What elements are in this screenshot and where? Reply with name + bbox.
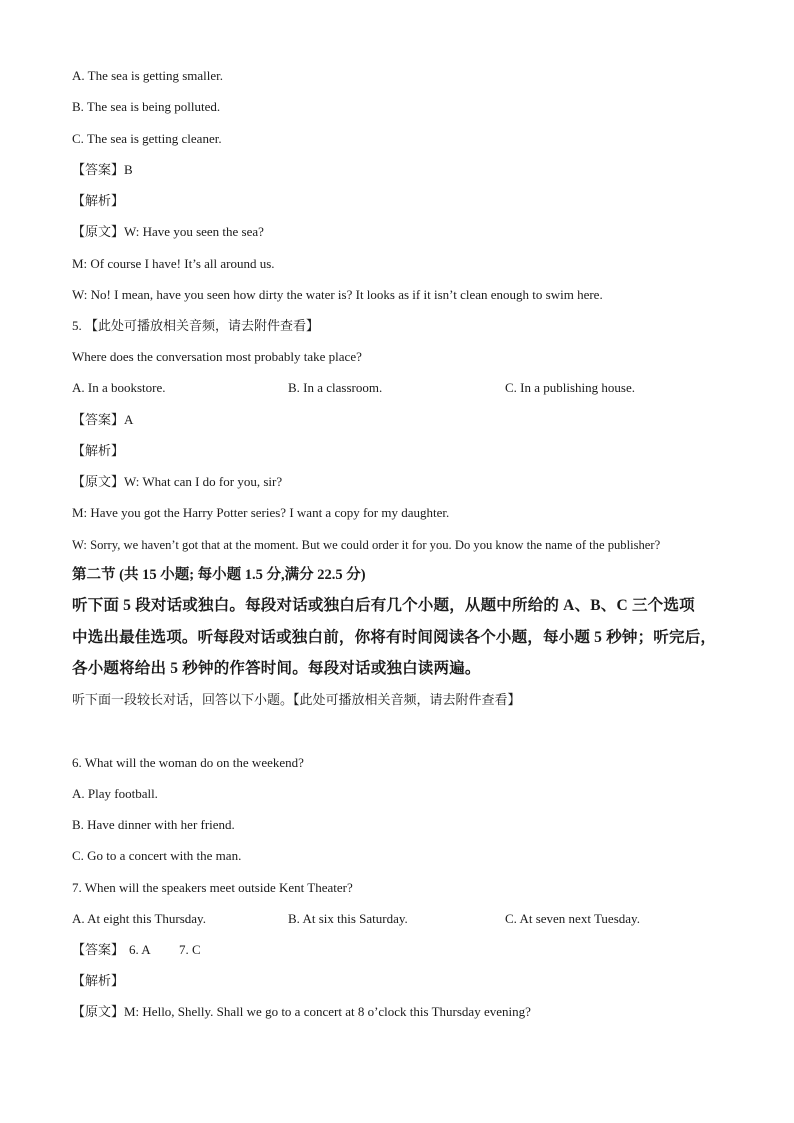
q4-transcript-line-3: W: No! I mean, have you seen how dirty the water is? It looks as if it isn’t clean enough to swim here. xyxy=(72,287,603,302)
q4-transcript-line-1: 【原文】W: Have you seen the sea? xyxy=(72,224,264,239)
q67-analysis: 【解析】 xyxy=(72,973,125,988)
q4-option-b: B. The sea is being polluted. xyxy=(72,99,221,114)
q7-option-c: C. At seven next Tuesday. xyxy=(505,911,640,926)
q67-transcript-line-1: 【原文】M: Hello, Shelly. Shall we go to a concert at 8 o’clock this Thursday evening? xyxy=(72,1004,531,1019)
q5-question: Where does the conversation most probably take place? xyxy=(72,349,362,364)
q5-analysis: 【解析】 xyxy=(72,443,125,458)
section-2-instructions-line-3: 各小题将给出 5 秒钟的作答时间。每段对话或独白读两遍。 xyxy=(72,660,481,677)
section-2-instructions-line-1: 听下面 5 段对话或独白。每段对话或独白后有几个小题，从题中所给的 A、B、C 三个选项 xyxy=(72,597,695,614)
q5-transcript-line-1: 【原文】W: What can I do for you, sir? xyxy=(72,474,283,489)
q4-option-a: A. The sea is getting smaller. xyxy=(72,68,224,83)
q5-header: 5. 【此处可播放相关音频，请去附件查看】 xyxy=(72,318,320,333)
q5-option-c: C. In a publishing house. xyxy=(505,380,635,395)
listen-prompt: 听下面一段较长对话，回答以下小题。【此处可播放相关音频，请去附件查看】 xyxy=(72,692,521,707)
q67-answer-label: 【答案】 xyxy=(72,942,125,957)
q7-question: 7. When will the speakers meet outside Kent Theater? xyxy=(72,880,353,895)
q5-option-b: B. In a classroom. xyxy=(288,380,383,395)
q6-answer: 6. A xyxy=(129,942,151,957)
q4-analysis: 【解析】 xyxy=(72,193,125,208)
q5-transcript-line-3: W: Sorry, we haven’t got that at the moment. But we could order it for you. Do you know the name of the publisher? xyxy=(72,538,661,552)
q6-option-c: C. Go to a concert with the man. xyxy=(72,848,242,863)
q6-option-a: A. Play football. xyxy=(72,786,158,801)
section-2-instructions-line-2: 中选出最佳选项。听每段对话或独白前，你将有时间阅读各个小题，每小题 5 秒钟；听完后， xyxy=(72,629,717,646)
q7-option-a: A. At eight this Thursday. xyxy=(72,911,206,926)
q5-transcript-line-2: M: Have you got the Harry Potter series? I want a copy for my daughter. xyxy=(72,505,450,520)
q6-question: 6. What will the woman do on the weekend? xyxy=(72,755,304,770)
q5-answer: 【答案】A xyxy=(72,412,134,427)
q4-answer: 【答案】B xyxy=(72,162,133,177)
q7-option-b: B. At six this Saturday. xyxy=(288,911,408,926)
section-2-title: 第二节 (共 15 小题; 每小题 1.5 分,满分 22.5 分) xyxy=(72,567,366,583)
q4-option-c: C. The sea is getting cleaner. xyxy=(72,131,222,146)
q4-transcript-line-2: M: Of course I have! It’s all around us. xyxy=(72,256,275,271)
q6-option-b: B. Have dinner with her friend. xyxy=(72,817,235,832)
q7-answer: 7. C xyxy=(179,942,201,957)
q5-option-a: A. In a bookstore. xyxy=(72,380,166,395)
